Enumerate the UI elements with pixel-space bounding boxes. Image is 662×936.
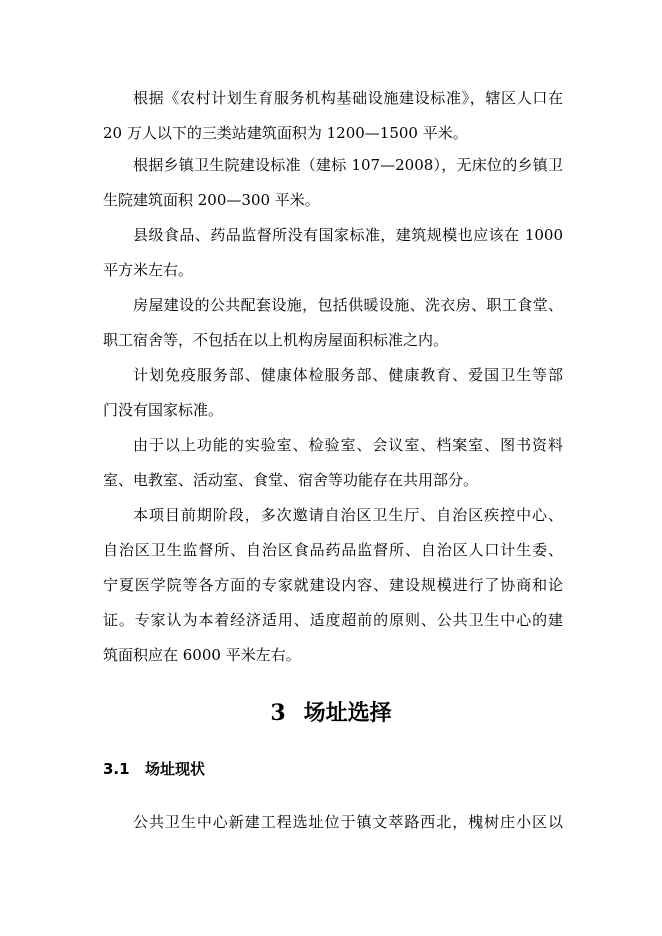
paragraph-line: 计划免疫服务部、健康体检服务部、健康教育、爱国卫生等部 bbox=[133, 366, 563, 384]
chapter-number: 3 bbox=[270, 700, 286, 726]
paragraph-line: 门没有国家标准。 bbox=[103, 401, 224, 419]
paragraph-line: 由于以上功能的实验室、检验室、会议室、档案室、图书资料 bbox=[133, 436, 563, 454]
chapter-heading bbox=[0, 696, 662, 727]
paragraph-line: 房屋建设的公共配套设施，包括供暖设施、洗衣房、职工食堂、 bbox=[133, 296, 563, 314]
section-title: 场址现状 bbox=[145, 760, 206, 778]
paragraph-line: 本项目前期阶段，多次邀请自治区卫生厅、自治区疾控中心、 bbox=[133, 506, 563, 524]
paragraph-line: 根据《农村计划生育服务机构基础设施建设标准》，辖区人口在 bbox=[133, 89, 563, 107]
paragraph-line: 证。专家认为本着经济适用、适度超前的原则、公共卫生中心的建 bbox=[103, 611, 563, 629]
paragraph-line: 公共卫生中心新建工程选址位于镇文萃路西北，槐树庄小区以 bbox=[133, 813, 563, 831]
paragraph-line: 平方米左右。 bbox=[103, 261, 194, 279]
paragraph-line: 县级食品、药品监督所没有国家标准，建筑规模也应该在 1000 bbox=[133, 226, 563, 244]
chapter-title: 场址选择 bbox=[303, 700, 392, 726]
paragraph-line: 自治区卫生监督所、自治区食品药品监督所、自治区人口计生委、 bbox=[103, 541, 563, 559]
paragraph-line: 20 万人以下的三类站建筑面积为 1200—1500 平米。 bbox=[103, 124, 468, 142]
paragraph-line: 根据乡镇卫生院建设标准（建标 107—2008），无床位的乡镇卫 bbox=[133, 156, 563, 174]
section-number: 3.1 bbox=[103, 760, 130, 778]
paragraph-line: 筑面积应在 6000 平米左右。 bbox=[103, 646, 301, 664]
paragraph-line: 生院建筑面积 200—300 平米。 bbox=[103, 191, 320, 209]
paragraph-line: 宁夏医学院等各方面的专家就建设内容、建设规模进行了协商和论 bbox=[103, 576, 563, 594]
section-heading bbox=[103, 758, 205, 779]
paragraph-line: 室、电教室、活动室、食堂、宿舍等功能存在共用部分。 bbox=[103, 471, 479, 489]
paragraph-line: 职工宿舍等，不包括在以上机构房屋面积标准之内。 bbox=[103, 331, 449, 349]
